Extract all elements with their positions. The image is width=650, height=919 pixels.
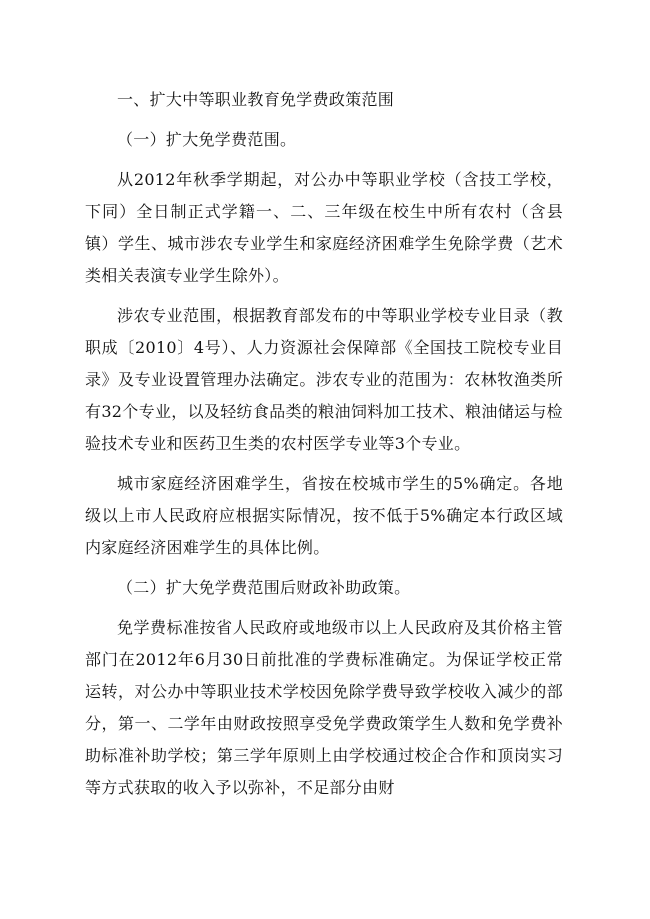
paragraph-4: 免学费标准按省人民政府或地级市以上人民政府及其价格主管部门在2012年6月30日前批准的学费标准确定。为保证学校正常运转，对公办中等职业技术学校因免除学费导致学校收入减少的部分，第一、二学年由财政按照享受免学费政策学生人数和免学费补助标准补助学校；第三学年原则上由学校通过校企合作和顶岗实习等方式获取的收入予以弥补，不足部分由财	[85, 618, 563, 797]
subsection-heading-2: （二）扩大免学费范围后财政补助政策。	[117, 578, 411, 597]
paragraph-1: 从2012年秋季学期起，对公办中等职业学校（含技工学校，下同）全日制正式学籍一、二、三年级在校生中所有农村（含县镇）学生、城市涉农专业学生和家庭经济困难学生免除学费（艺术类相关表演专业学生除外）。	[85, 170, 563, 285]
subsection-heading-1: （一）扩大免学费范围。	[117, 130, 297, 149]
paragraph-3: 城市家庭经济困难学生，省按在校城市学生的5%确定。各地级以上市人民政府应根据实际情况，按不低于5%确定本行政区域内家庭经济困难学生的具体比例。	[85, 474, 563, 557]
paragraph-2: 涉农专业范围，根据教育部发布的中等职业学校专业目录（教职成〔2010〕4号）、人力资源社会保障部《全国技工院校专业目录》及专业设置管理办法确定。涉农专业的范围为：农林牧渔类所有32个专业，以及轻纺食品类的粮油饲料加工技术、粮油储运与检验技术专业和医药卫生类的农村医学专业等3个专业。	[85, 306, 563, 453]
document-body	[85, 84, 563, 804]
section-heading: 一、扩大中等职业教育免学费政策范围	[117, 90, 395, 109]
